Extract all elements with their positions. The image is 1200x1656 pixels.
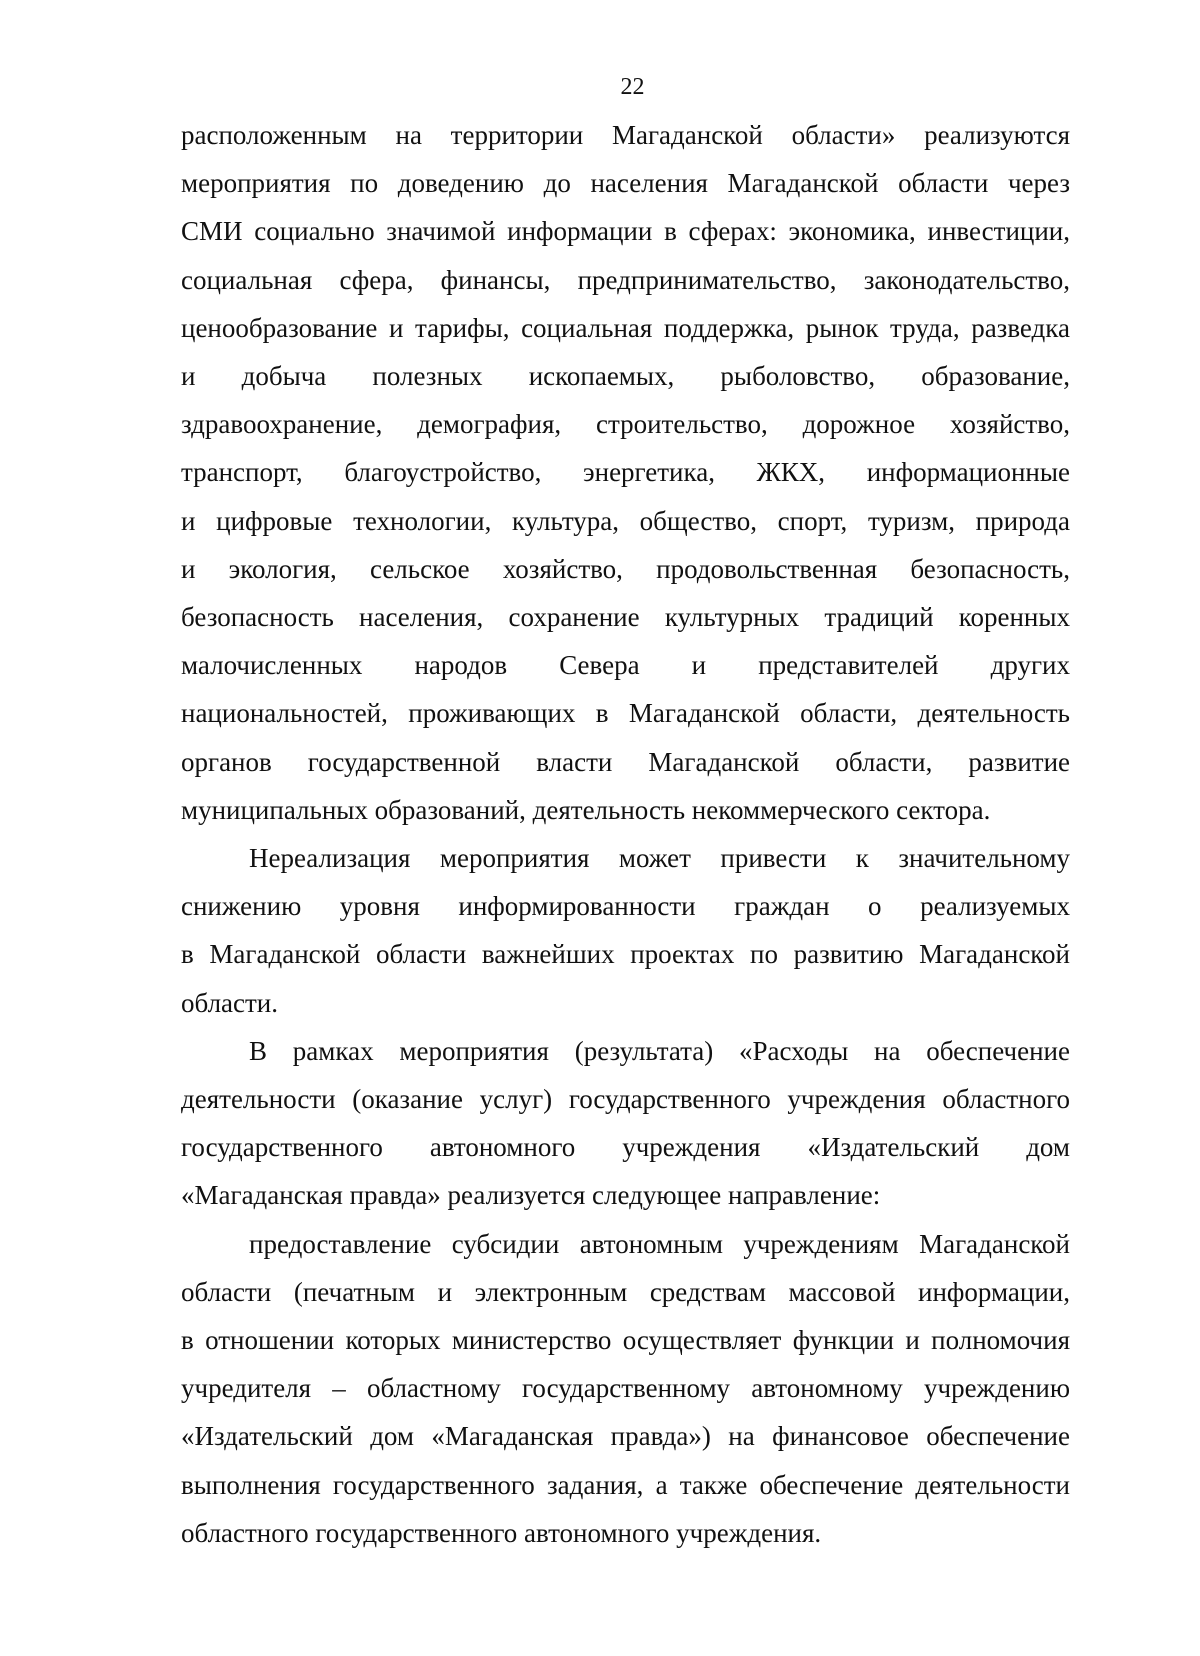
text-line: национальностей, проживающих в Магаданской области, деятельность <box>181 698 1070 729</box>
text-line: здравоохранение, демография, строительство, дорожное хозяйство, <box>181 409 1070 440</box>
text-line: органов государственной власти Магаданской области, развитие <box>181 746 1070 777</box>
text-line: в Магаданской области важнейших проектах по развитию Магаданской <box>181 939 1070 970</box>
text-line: областного государственного автономного учреждения. <box>181 1517 822 1548</box>
paragraph-1 <box>181 111 1070 834</box>
text-line: и добыча полезных ископаемых, рыболовство, образование, <box>181 361 1070 392</box>
text-line: области. <box>181 987 279 1018</box>
text-line: и цифровые технологии, культура, общество, спорт, туризм, природа <box>181 505 1070 536</box>
text-line: малочисленных народов Севера и представителей других <box>181 650 1070 681</box>
text-line: и экология, сельское хозяйство, продовольственная безопасность, <box>181 553 1070 584</box>
text-line: области (печатным и электронным средствам массовой информации, <box>181 1276 1070 1307</box>
text-line: социальная сфера, финансы, предпринимательство, законодательство, <box>181 264 1070 295</box>
text-line: учредителя – областному государственному автономному учреждению <box>181 1373 1070 1404</box>
text-line: предоставление субсидии автономным учреждениям Магаданской <box>249 1228 1070 1259</box>
text-line: В рамках мероприятия (результата) «Расходы на обеспечение <box>249 1035 1070 1066</box>
text-line: государственного автономного учреждения «Издательский дом <box>181 1132 1070 1163</box>
text-line: Нереализация мероприятия может привести к значительному <box>249 843 1070 874</box>
text-line: в отношении которых министерство осуществляет функции и полномочия <box>181 1325 1070 1356</box>
text-line: мероприятия по доведению до населения Магаданской области через <box>181 168 1070 199</box>
text-line: ценообразование и тарифы, социальная поддержка, рынок труда, разведка <box>181 312 1070 343</box>
text-line: «Издательский дом «Магаданская правда») на финансовое обеспечение <box>181 1421 1070 1452</box>
text-line: транспорт, благоустройство, энергетика, ЖКХ, информационные <box>181 457 1070 488</box>
text-line: снижению уровня информированности граждан о реализуемых <box>181 891 1070 922</box>
paragraph-3 <box>181 1027 1070 1220</box>
text-line: расположенным на территории Магаданской области» реализуются <box>181 120 1070 150</box>
document-body <box>181 111 1070 1557</box>
text-line: СМИ социально значимой информации в сферах: экономика, инвестиции, <box>181 216 1070 247</box>
paragraph-4 <box>181 1220 1070 1557</box>
text-line: «Магаданская правда» реализуется следующее направление: <box>181 1180 881 1211</box>
text-line: выполнения государственного задания, а также обеспечение деятельности <box>181 1469 1070 1500</box>
page-number: 22 <box>620 74 645 100</box>
text-line: безопасность населения, сохранение культурных традиций коренных <box>181 602 1070 633</box>
text-line: деятельности (оказание услуг) государственного учреждения областного <box>181 1084 1070 1115</box>
text-line: муниципальных образований, деятельность некоммерческого сектора. <box>181 794 991 825</box>
paragraph-2 <box>181 834 1070 1027</box>
